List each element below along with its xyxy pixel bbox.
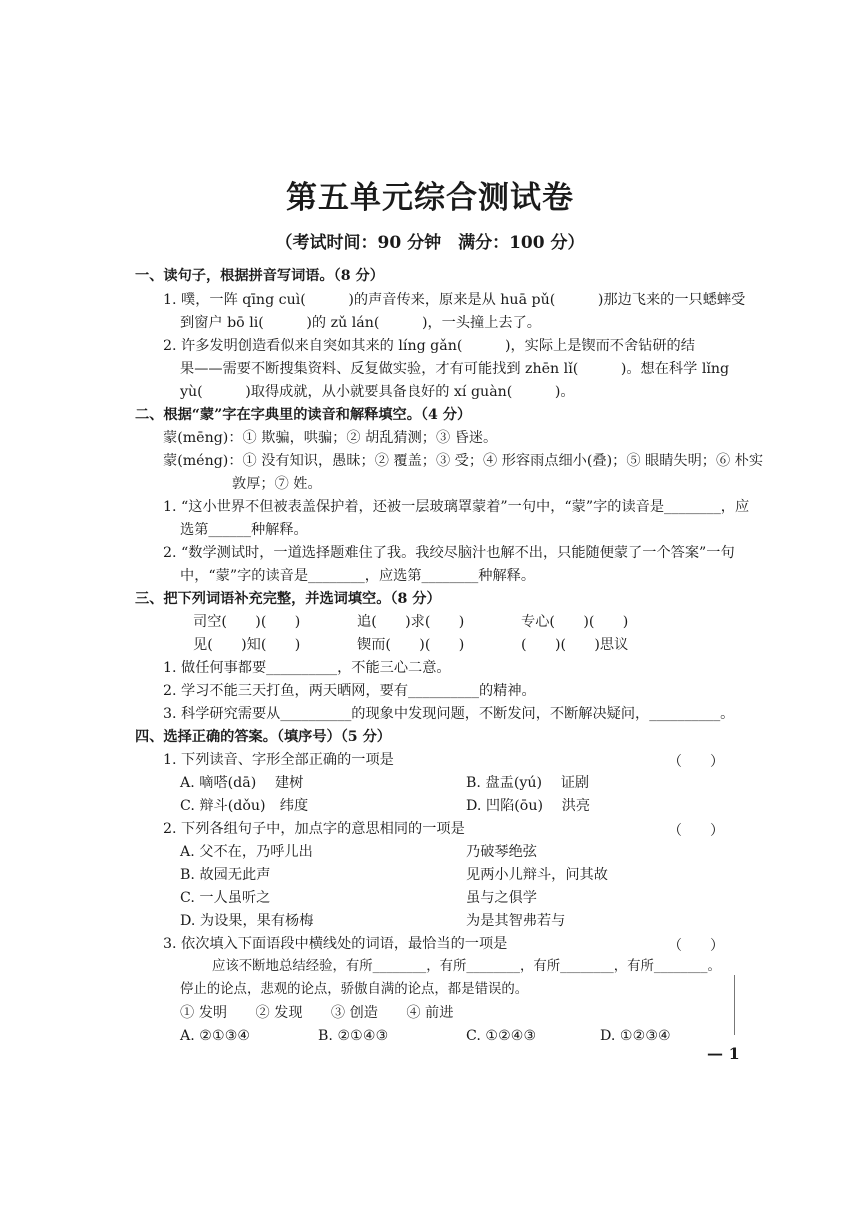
exam-info: （考试时间：90 分钟 满分：100 分） xyxy=(275,233,585,253)
option: A. 父不在，乃呼儿出 xyxy=(180,844,313,860)
question-line: yù( )取得成就，从小就要具备良好的 xí guàn( )。 xyxy=(180,384,575,400)
answer-paren: （ ） xyxy=(668,823,724,839)
question-line: 中，“蒙”字的读音是________，应选第________种解释。 xyxy=(180,568,536,584)
question-line: 选第______种解释。 xyxy=(180,522,308,538)
page-number: — 1 xyxy=(707,1044,740,1063)
word-row: 司空( )( ) 追( )求( ) 专心( )( ) xyxy=(193,614,629,630)
question-line: 2. 学习不能三天打鱼，两天晒网，要有__________的精神。 xyxy=(163,683,536,699)
word-row: 见( )知( ) 锲而( )( ) ( )( )思议 xyxy=(193,637,629,653)
question-line: 1. “这小世界不但被表盖保护着，还被一层玻璃罩蒙着”一句中，“蒙”字的读音是________，应 xyxy=(163,499,750,515)
option: B. 故园无此声 xyxy=(180,867,271,883)
section-2-heading: 二、根据“蒙”字在字典里的读音和解释填空。（4 分） xyxy=(135,407,472,423)
dictionary-entry: 蒙(mēng)：① 欺骗，哄骗；② 胡乱猜测；③ 昏迷。 xyxy=(163,430,498,446)
section-4-heading: 四、选择正确的答案。（填序号）（5 分） xyxy=(135,729,391,745)
question-line: 1. 做任何事都要__________，不能三心二意。 xyxy=(163,660,451,676)
dictionary-entry: 蒙(méng)：① 没有知识，愚昧；② 覆盖；③ 受；④ 形容雨点细小(叠)；⑤ 眼睛失明；⑥ 朴实 xyxy=(163,453,764,469)
option: C. 一人虽听之 xyxy=(180,890,271,906)
question-stem: 1. 下列读音、字形全部正确的一项是 xyxy=(163,752,394,768)
option: D. ①②③④ xyxy=(600,1028,671,1044)
answer-paren: （ ） xyxy=(668,938,724,954)
answer-paren: （ ） xyxy=(668,754,724,770)
question-stem: 3. 依次填入下面语段中横线处的词语，最恰当的一项是 xyxy=(163,936,508,952)
page-title: 第五单元综合测试卷 xyxy=(286,180,574,216)
question-stem: 2. 下列各组句子中，加点字的意思相同的一项是 xyxy=(163,821,465,837)
section-3-heading: 三、把下列词语补充完整，并选词填空。（8 分） xyxy=(135,591,441,607)
option: D. 凹陷(ōu) 洪亮 xyxy=(466,798,591,814)
question-line: 2. 许多发明创造看似来自突如其来的 líng gǎn( )，实际上是锲而不舍钻研的结 xyxy=(163,338,695,354)
option: D. 为设果，果有杨梅 xyxy=(180,913,314,929)
choice-key: ① 发明 ② 发现 ③ 创造 ④ 前进 xyxy=(180,1005,454,1021)
option-pair: 乃破琴绝弦 xyxy=(466,844,537,860)
option: A. 嘀嗒(dā) 建树 xyxy=(180,775,304,791)
option: B. ②①④③ xyxy=(318,1028,389,1044)
binding-edge-rule xyxy=(734,975,735,1035)
option-pair: 为是其智弗若与 xyxy=(466,913,566,929)
option-pair: 见两小儿辩斗，问其故 xyxy=(466,867,608,883)
question-line: 3. 科学研究需要从__________的现象中发现问题，不断发问，不断解决疑问，__________。 xyxy=(163,706,735,722)
question-line: 果——需要不断搜集资料、反复做实验，才有可能找到 zhēn lǐ( )。想在科学 lǐng xyxy=(180,361,730,377)
option: C. ①②④③ xyxy=(466,1028,537,1044)
option: C. 辩斗(dǒu) 纬度 xyxy=(180,798,309,814)
option: A. ②①③④ xyxy=(180,1028,251,1044)
option-pair: 虽与之俱学 xyxy=(466,890,537,906)
section-1-heading: 一、读句子，根据拼音写词语。（8 分） xyxy=(135,268,384,284)
question-line: 到窗户 bō li( )的 zǔ lán( )，一头撞上去了。 xyxy=(180,315,541,331)
dictionary-entry: 敦厚；⑦ 姓。 xyxy=(232,476,322,492)
passage-line: 应该不断地总结经验，有所________，有所________，有所________，有所________。 xyxy=(212,959,721,974)
question-line: 1. 噗，一阵 qīng cuì( )的声音传来，原来是从 huā pǔ( )那边飞来的一只蟋蟀受 xyxy=(163,292,746,308)
question-line: 2. “数学测试时，一道选择题难住了我。我绞尽脑汁也解不出，只能随便蒙了一个答案”一句 xyxy=(163,545,735,561)
option: B. 盘盂(yú) 证剧 xyxy=(466,775,590,791)
passage-line: 停止的论点，悲观的论点，骄傲自满的论点，都是错误的。 xyxy=(180,982,529,997)
